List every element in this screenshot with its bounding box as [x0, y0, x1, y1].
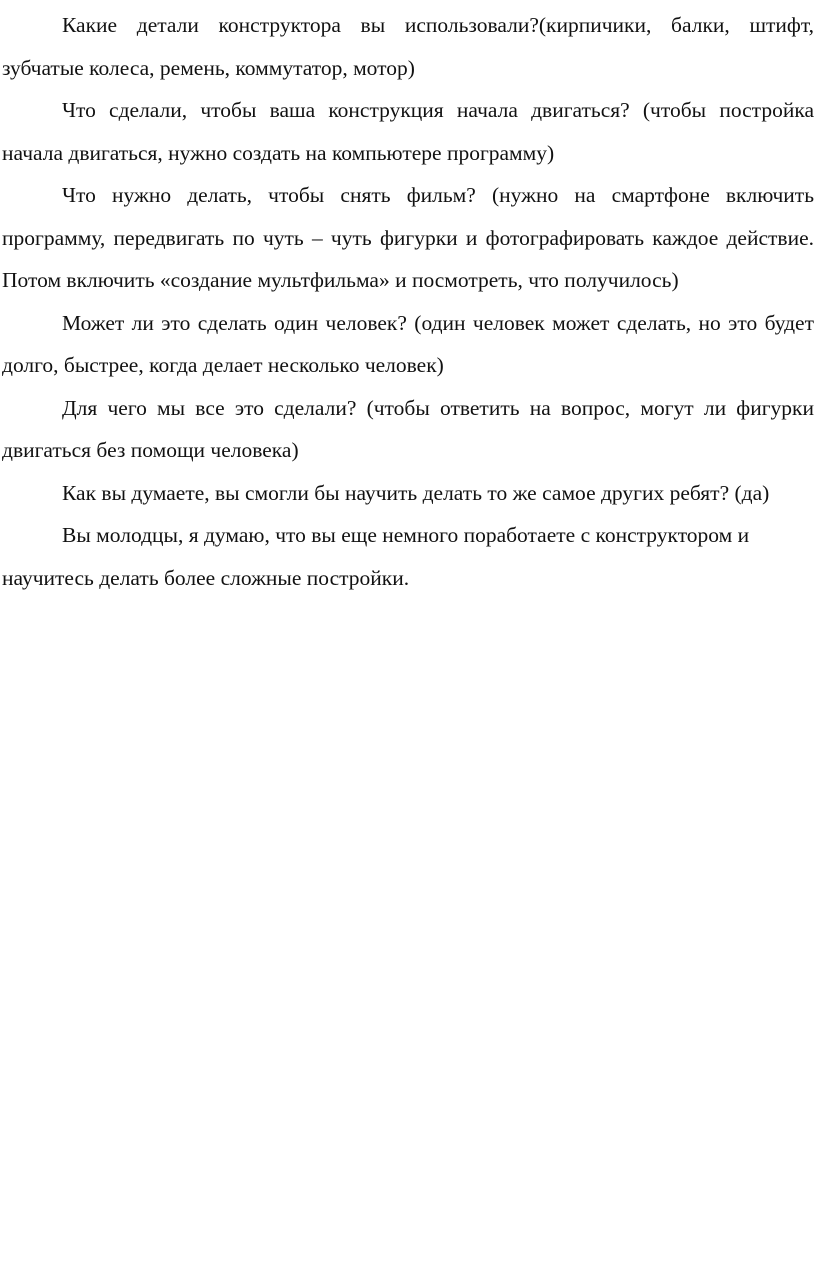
- paragraph-teach-question: Как вы думаете, вы смогли бы научить делать то же самое других ребят? (да): [62, 480, 770, 505]
- paragraph-one-person-question: Может ли это сделать один человек? (один человек может сделать, но это будет долго, быстрее, когда делает несколько человек): [2, 310, 814, 377]
- paragraph-purpose-question: Для чего мы все это сделали? (чтобы ответить на вопрос, могут ли фигурки двигаться без помощи человека): [2, 395, 814, 462]
- paragraph-conclusion: Вы молодцы, я думаю, что вы еще немного поработаете с конструктором и научитесь делать более сложные постройки.: [2, 523, 750, 590]
- paragraph-movement-question: Что сделали, чтобы ваша конструкция начала двигаться? (чтобы постройка начала двигаться, нужно создать на компьютере программу): [2, 98, 814, 165]
- paragraph-film-question: Что нужно делать, чтобы снять фильм? (нужно на смартфоне включить программу, передвигать по чуть – чуть фигурки и фотографировать каждое действие. Потом включить «создание мультфильма» и посмотреть, что получилось): [2, 183, 814, 292]
- paragraph-details-question: Какие детали конструктора вы использовали?(кирпичики, балки, штифт, зубчатые колеса, ремень, коммутатор, мотор): [2, 13, 814, 80]
